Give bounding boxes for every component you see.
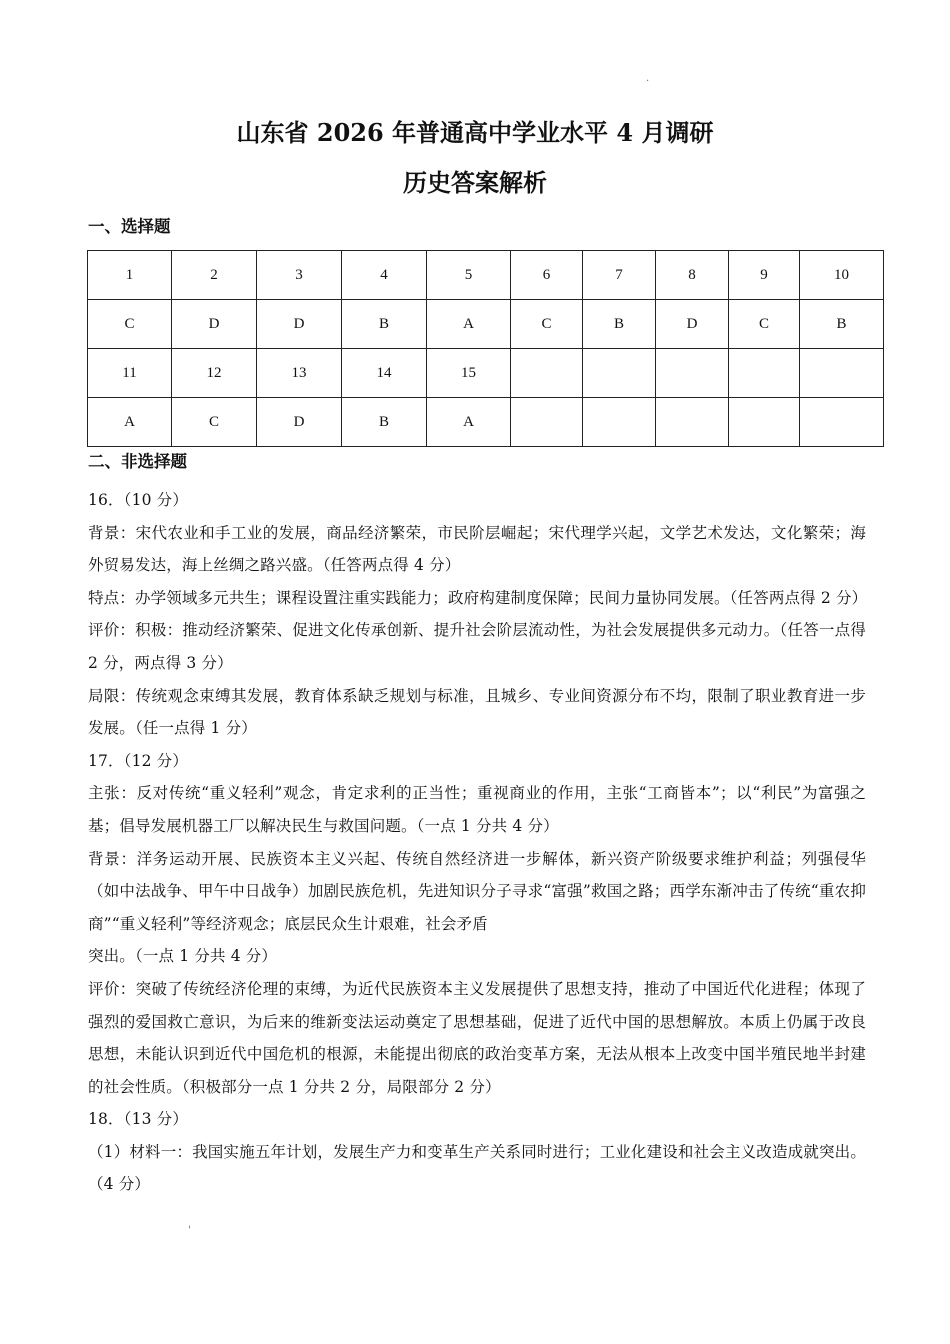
- answer-cell: C: [88, 300, 172, 349]
- answer-paragraph: 局限：传统观念束缚其发展，教育体系缺乏规划与标准，且城乡、专业间资源分布不均，限制了职业教育进一步发展。（任一点得 1 分）: [88, 686, 866, 738]
- question-number-cell: [729, 349, 800, 398]
- document-subtitle: 历史答案解析: [403, 168, 547, 197]
- question-number-cell: 15: [427, 349, 511, 398]
- answer-paragraph: 背景：宋代农业和手工业的发展，商品经济繁荣，市民阶层崛起；宋代理学兴起，文学艺术发达，文化繁荣；海外贸易发达，海上丝绸之路兴盛。（任答两点得 4 分）: [88, 523, 866, 575]
- answer-cell: C: [172, 398, 257, 447]
- answer-cell: C: [511, 300, 583, 349]
- answer-cell: [729, 398, 800, 447]
- section-heading-nonchoice: 二、非选择题: [88, 452, 187, 471]
- answer-cell: [800, 398, 884, 447]
- answer-paragraph: 主张：反对传统“重义轻利”观念，肯定求利的正当性；重视商业的作用，主张“工商皆本”；以“利民”为富强之基；倡导发展机器工厂以解决民生与救国问题。（一点 1 分共 4 分）: [88, 784, 866, 835]
- answer-cell: [511, 398, 583, 447]
- answer-paragraph: 背景：洋务运动开展、民族资本主义兴起、传统自然经济进一步解体，新兴资产阶级要求维护利益；列强侵华（如中法战争、甲午中日战争）加剧民族危机，先进知识分子寻求“富强”救国之路；西学东渐冲击了传统“重农抑商”“重义轻利”等经济观念；底层民众生计艰难，社会矛盾: [88, 849, 866, 933]
- question-number-cell: 8: [656, 251, 729, 300]
- question-number-cell: 13: [257, 349, 342, 398]
- answer-row: [88, 398, 884, 447]
- answer-cell: A: [88, 398, 172, 447]
- page-mark-dot-top: .: [646, 73, 650, 84]
- question-number-cell: 2: [172, 251, 257, 300]
- question-number-cell: 12: [172, 349, 257, 398]
- question-number-cell: 7: [583, 251, 656, 300]
- answer-paragraph: 18．（13 分）: [88, 1110, 188, 1129]
- answer-row: [88, 300, 884, 349]
- question-number-row: [88, 349, 884, 398]
- answer-paragraph: （1）材料一：我国实施五年计划，发展生产力和变革生产关系同时进行；工业化建设和社会主义改造成就突出。（4 分）: [88, 1142, 866, 1194]
- question-number-cell: 6: [511, 251, 583, 300]
- question-number-cell: [656, 349, 729, 398]
- answer-cell: B: [342, 300, 427, 349]
- document-title: 山东省 2026 年普通高中学业水平 4 月调研: [236, 118, 714, 147]
- answer-paragraph: 16．（10 分）: [88, 491, 188, 509]
- answer-table: [87, 250, 884, 447]
- question-number-cell: 11: [88, 349, 172, 398]
- answer-paragraph: 评价：积极：推动经济繁荣、促进文化传承创新、提升社会阶层流动性，为社会发展提供多元动力。（任答一点得 2 分，两点得 3 分）: [88, 621, 866, 672]
- question-number-cell: 10: [800, 251, 884, 300]
- answer-cell: D: [656, 300, 729, 349]
- answer-paragraph: 特点：办学领域多元共生；课程设置注重实践能力；政府构建制度保障；民间力量协同发展。（任答两点得 2 分）: [88, 588, 868, 607]
- question-number-cell: 14: [342, 349, 427, 398]
- answer-paragraph: 17．（12 分）: [88, 751, 188, 770]
- section-heading-choice: 一、选择题: [88, 217, 171, 236]
- question-number-cell: [583, 349, 656, 398]
- answer-explanations: [88, 484, 866, 1201]
- answer-cell: [656, 398, 729, 447]
- answer-cell: D: [257, 300, 342, 349]
- answer-cell: B: [583, 300, 656, 349]
- answer-cell: D: [172, 300, 257, 349]
- answer-paragraph: 评价：突破了传统经济伦理的束缚，为近代民族资本主义发展提供了思想支持，推动了中国近代化进程；体现了强烈的爱国救亡意识，为后来的维新变法运动奠定了思想基础，促进了近代中国的思想解放。本质上仍属于改良思想，未能认识到近代中国危机的根源，未能提出彻底的政治变革方案，无法从根本上改变中国半殖民地半封建的社会性质。（积极部分一点 1 分共 2 分，局限部分 2 分）: [88, 979, 866, 1096]
- question-number-cell: 1: [88, 251, 172, 300]
- answer-cell: C: [729, 300, 800, 349]
- question-number-row: [88, 251, 884, 300]
- question-number-cell: [800, 349, 884, 398]
- question-number-cell: 4: [342, 251, 427, 300]
- answer-cell: B: [342, 398, 427, 447]
- question-number-cell: [511, 349, 583, 398]
- question-number-cell: 9: [729, 251, 800, 300]
- answer-cell: D: [257, 398, 342, 447]
- question-number-cell: 3: [257, 251, 342, 300]
- question-number-cell: 5: [427, 251, 511, 300]
- answer-cell: A: [427, 398, 511, 447]
- answer-cell: B: [800, 300, 884, 349]
- answer-cell: [583, 398, 656, 447]
- page-mark-dot-bottom: ': [188, 1225, 191, 1236]
- answer-paragraph: 突出。（一点 1 分共 4 分）: [88, 947, 278, 966]
- answer-cell: A: [427, 300, 511, 349]
